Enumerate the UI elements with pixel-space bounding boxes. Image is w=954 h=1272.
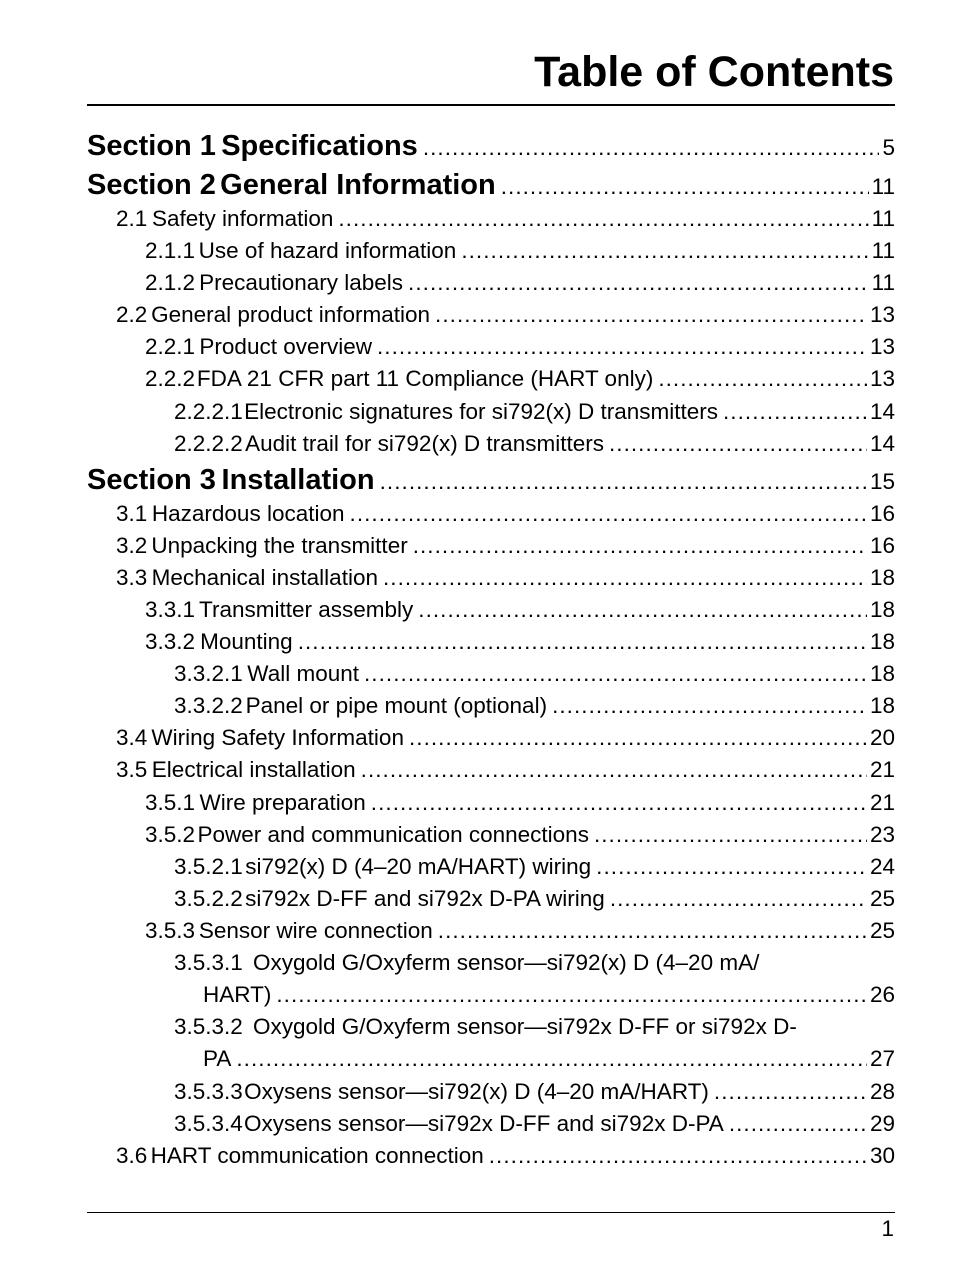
toc-entry-title: Installation: [221, 464, 375, 496]
toc-entry-title: Wiring Safety Information: [151, 725, 404, 750]
toc-entry-title: Electrical installation: [151, 757, 356, 782]
toc-entry-number: 2.1.1: [145, 238, 196, 263]
toc-entry-page: 18: [869, 693, 895, 718]
toc-entry-number: 2.1.2: [145, 270, 196, 295]
toc-entry-3-4[interactable]: [116, 722, 895, 754]
toc-entry-title: Precautionary labels: [199, 270, 404, 295]
toc-entry-title: General product information: [151, 302, 431, 327]
toc-entry-title-continued: HART): [203, 982, 272, 1007]
toc-entry-page: 16: [869, 501, 895, 526]
toc-entry-3-5-2-2[interactable]: [174, 883, 895, 915]
dot-leader: [438, 915, 867, 947]
toc-entry-3-5-3-2-line-1[interactable]: [174, 1011, 797, 1043]
toc-entry-3-3-2-1[interactable]: [174, 658, 895, 690]
dot-leader: [418, 594, 867, 626]
dot-leader: [714, 1076, 867, 1108]
toc-entry-section-1[interactable]: [87, 126, 895, 166]
toc-entry-number: 3.5.3.1: [174, 950, 243, 975]
dot-leader: [501, 167, 869, 207]
toc-entry-3-3-2[interactable]: [145, 626, 895, 658]
toc-entry-number: Section 1: [87, 130, 216, 162]
dot-leader: [383, 562, 867, 594]
dot-leader: [658, 363, 867, 395]
toc-entry-page: 21: [869, 757, 895, 782]
toc-entry-page: 11: [871, 174, 895, 199]
toc-entry-page: 26: [869, 982, 895, 1007]
toc-entry-page: 30: [869, 1143, 895, 1168]
toc-entry-3-5-2-1[interactable]: [174, 851, 895, 883]
toc-entry-page: 18: [869, 597, 895, 622]
toc-entry-page: 20: [869, 725, 895, 750]
toc-entry-2-2-1[interactable]: [145, 331, 895, 363]
toc-entry-number: 3.6: [116, 1143, 148, 1168]
toc-entry-page: 25: [869, 886, 895, 911]
toc-entry-section-2[interactable]: [87, 165, 895, 205]
toc-entry-number: 3.4: [116, 725, 148, 750]
toc-entry-number: 3.3.1: [145, 597, 196, 622]
toc-entry-3-5-3-4[interactable]: [174, 1108, 895, 1140]
toc-entry-number: 3.3.2.2: [174, 693, 243, 718]
toc-entry-page: 18: [869, 629, 895, 654]
toc-entry-title: HART communication connection: [150, 1143, 484, 1168]
toc-entry-number: Section 2: [87, 169, 216, 201]
toc-entry-page: 13: [869, 302, 895, 327]
dot-leader: [461, 235, 868, 267]
dot-leader: [371, 787, 867, 819]
toc-entry-number: 3.5.2.2: [174, 886, 243, 911]
toc-entry-title: Electronic signatures for si792(x) D transmitters: [244, 399, 718, 424]
toc-entry-title: Wall mount: [247, 661, 359, 686]
toc-entry-number: 2.1: [116, 206, 148, 231]
toc-entry-number: 3.2: [116, 533, 148, 558]
toc-entry-number: 3.3.2.1: [174, 661, 243, 686]
dot-leader: [610, 883, 867, 915]
toc-entry-2-2-2[interactable]: [145, 363, 895, 395]
dot-leader: [594, 819, 867, 851]
toc-entry-number: 3.5: [116, 757, 148, 782]
dot-leader: [338, 203, 868, 235]
toc-entry-title: Transmitter assembly: [199, 597, 414, 622]
toc-entry-title: Oxygold G/Oxyferm sensor—si792x D-FF or si792x D-: [252, 1014, 797, 1039]
toc-entry-title: si792x D-FF and si792x D-PA wiring: [245, 886, 605, 911]
toc-entry-title: Power and communication connections: [197, 822, 589, 847]
toc-entry-number: 3.3.2: [145, 629, 196, 654]
toc-entry-number: 2.2.2: [145, 366, 196, 391]
toc-entry-number: 3.1: [116, 501, 148, 526]
toc-entry-title: Unpacking the transmitter: [151, 533, 408, 558]
toc-entry-page: 24: [869, 854, 895, 879]
dot-leader: [729, 1108, 867, 1140]
toc-entry-3-1[interactable]: [116, 498, 895, 530]
toc-entry-3-5-3-1-line-2[interactable]: [203, 979, 895, 1011]
toc-entry-number: 2.2.1: [145, 334, 196, 359]
toc-entry-title: Hazardous location: [151, 501, 345, 526]
toc-entry-number: 2.2.2.1: [174, 399, 243, 424]
dot-leader: [408, 267, 869, 299]
toc-entry-page: 13: [869, 334, 895, 359]
toc-entry-page: 5: [882, 135, 895, 160]
toc-entry-title: Safety information: [152, 206, 334, 231]
toc-entry-3-5-2[interactable]: [145, 819, 895, 851]
toc-entry-2-2[interactable]: [116, 299, 895, 331]
toc-entry-page: 16: [869, 533, 895, 558]
toc-entry-page: 29: [869, 1111, 895, 1136]
dot-leader: [423, 128, 880, 168]
toc-entry-title: si792(x) D (4–20 mA/HART) wiring: [245, 854, 592, 879]
toc-entry-title: FDA 21 CFR part 11 Compliance (HART only): [196, 366, 654, 391]
toc-entry-title: Panel or pipe mount (optional): [245, 693, 548, 718]
toc-entry-page: 23: [869, 822, 895, 847]
toc-entry-2-2-2-2[interactable]: [174, 428, 895, 460]
toc-entry-3-2[interactable]: [116, 530, 895, 562]
toc-entry-2-1[interactable]: [116, 203, 895, 235]
dot-leader: [596, 851, 867, 883]
page-title: Table of Contents: [534, 48, 894, 96]
footer-divider: [87, 1212, 895, 1213]
toc-entry-page: 13: [869, 366, 895, 391]
toc-entry-page: 27: [869, 1046, 895, 1071]
toc-entry-3-5-3-2-line-2[interactable]: [203, 1043, 895, 1075]
dot-leader: [489, 1140, 867, 1172]
toc-entry-page: 21: [869, 790, 895, 815]
toc-entry-2-2-2-1[interactable]: [174, 396, 895, 428]
toc-entry-number: 2.2: [116, 302, 148, 327]
page-number: 1: [881, 1216, 894, 1241]
toc-entry-number: 3.5.2: [145, 822, 196, 847]
toc-entry-number: 3.5.3.4: [174, 1111, 243, 1136]
toc-entry-title: Specifications: [221, 130, 418, 162]
dot-leader: [409, 722, 867, 754]
toc-entry-page: 15: [869, 469, 895, 494]
dot-leader: [609, 428, 867, 460]
dot-leader: [435, 299, 867, 331]
toc-entry-page: 28: [869, 1079, 895, 1104]
toc-entry-title: Mounting: [200, 629, 293, 654]
toc-entry-number: 3.5.3.2: [174, 1014, 243, 1039]
dot-leader: [413, 530, 867, 562]
toc-entry-number: 3.5.3: [145, 918, 196, 943]
toc-entry-number: Section 3: [87, 464, 216, 496]
toc-entry-3-3[interactable]: [116, 562, 895, 594]
toc-entry-3-3-2-2[interactable]: [174, 690, 895, 722]
toc-entry-number: 3.3: [116, 565, 148, 590]
dot-leader: [236, 1043, 867, 1075]
toc-entry-page: 14: [869, 399, 895, 424]
toc-entry-title: Oxysens sensor—si792(x) D (4–20 mA/HART): [244, 1079, 709, 1104]
dot-leader: [361, 754, 867, 786]
toc-entry-3-5-3-1-line-1[interactable]: [174, 947, 759, 979]
toc-entry-number: 3.5.1: [145, 790, 196, 815]
dot-leader: [723, 396, 867, 428]
dot-leader: [276, 979, 867, 1011]
dot-leader: [552, 690, 867, 722]
toc-entry-title: Oxygold G/Oxyferm sensor—si792(x) D (4–20 mA/: [252, 950, 760, 975]
toc-entry-page: 11: [871, 270, 895, 295]
toc-entry-page: 18: [869, 661, 895, 686]
toc-entry-title: Use of hazard information: [198, 238, 457, 263]
dot-leader: [377, 331, 867, 363]
toc-entry-section-3[interactable]: [87, 460, 895, 500]
toc-entry-3-5-1[interactable]: [145, 787, 895, 819]
toc-entry-title: Oxysens sensor—si792x D-FF and si792x D-PA: [244, 1111, 724, 1136]
dot-leader: [380, 462, 867, 502]
toc-entry-2-1-1[interactable]: [145, 235, 895, 267]
toc-entry-number: 3.5.3.3: [174, 1079, 243, 1104]
toc-entry-page: 14: [869, 431, 895, 456]
toc-entry-title-continued: PA: [203, 1046, 232, 1071]
toc-entry-3-3-1[interactable]: [145, 594, 895, 626]
toc-entry-title: Sensor wire connection: [198, 918, 433, 943]
dot-leader: [364, 658, 867, 690]
toc-entry-page: 11: [871, 238, 895, 263]
toc-entry-page: 18: [869, 565, 895, 590]
toc-entry-3-5-3[interactable]: [145, 915, 895, 947]
toc-entry-title: Audit trail for si792(x) D transmitters: [245, 431, 604, 456]
dot-leader: [350, 498, 867, 530]
toc-entry-title: Wire preparation: [199, 790, 366, 815]
toc-entry-number: 3.5.2.1: [174, 854, 243, 879]
toc-entry-3-5-3-3[interactable]: [174, 1076, 895, 1108]
toc-entry-title: Product overview: [199, 334, 372, 359]
toc-entry-title: General Information: [220, 169, 496, 201]
dot-leader: [298, 626, 867, 658]
toc-entry-number: 2.2.2.2: [174, 431, 243, 456]
toc-entry-3-5[interactable]: [116, 754, 895, 786]
toc-entry-page: 11: [871, 206, 895, 231]
toc-entry-page: 25: [869, 918, 895, 943]
toc-entry-2-1-2[interactable]: [145, 267, 895, 299]
toc-entry-title: Mechanical installation: [151, 565, 378, 590]
toc-entry-3-6[interactable]: [116, 1140, 895, 1172]
